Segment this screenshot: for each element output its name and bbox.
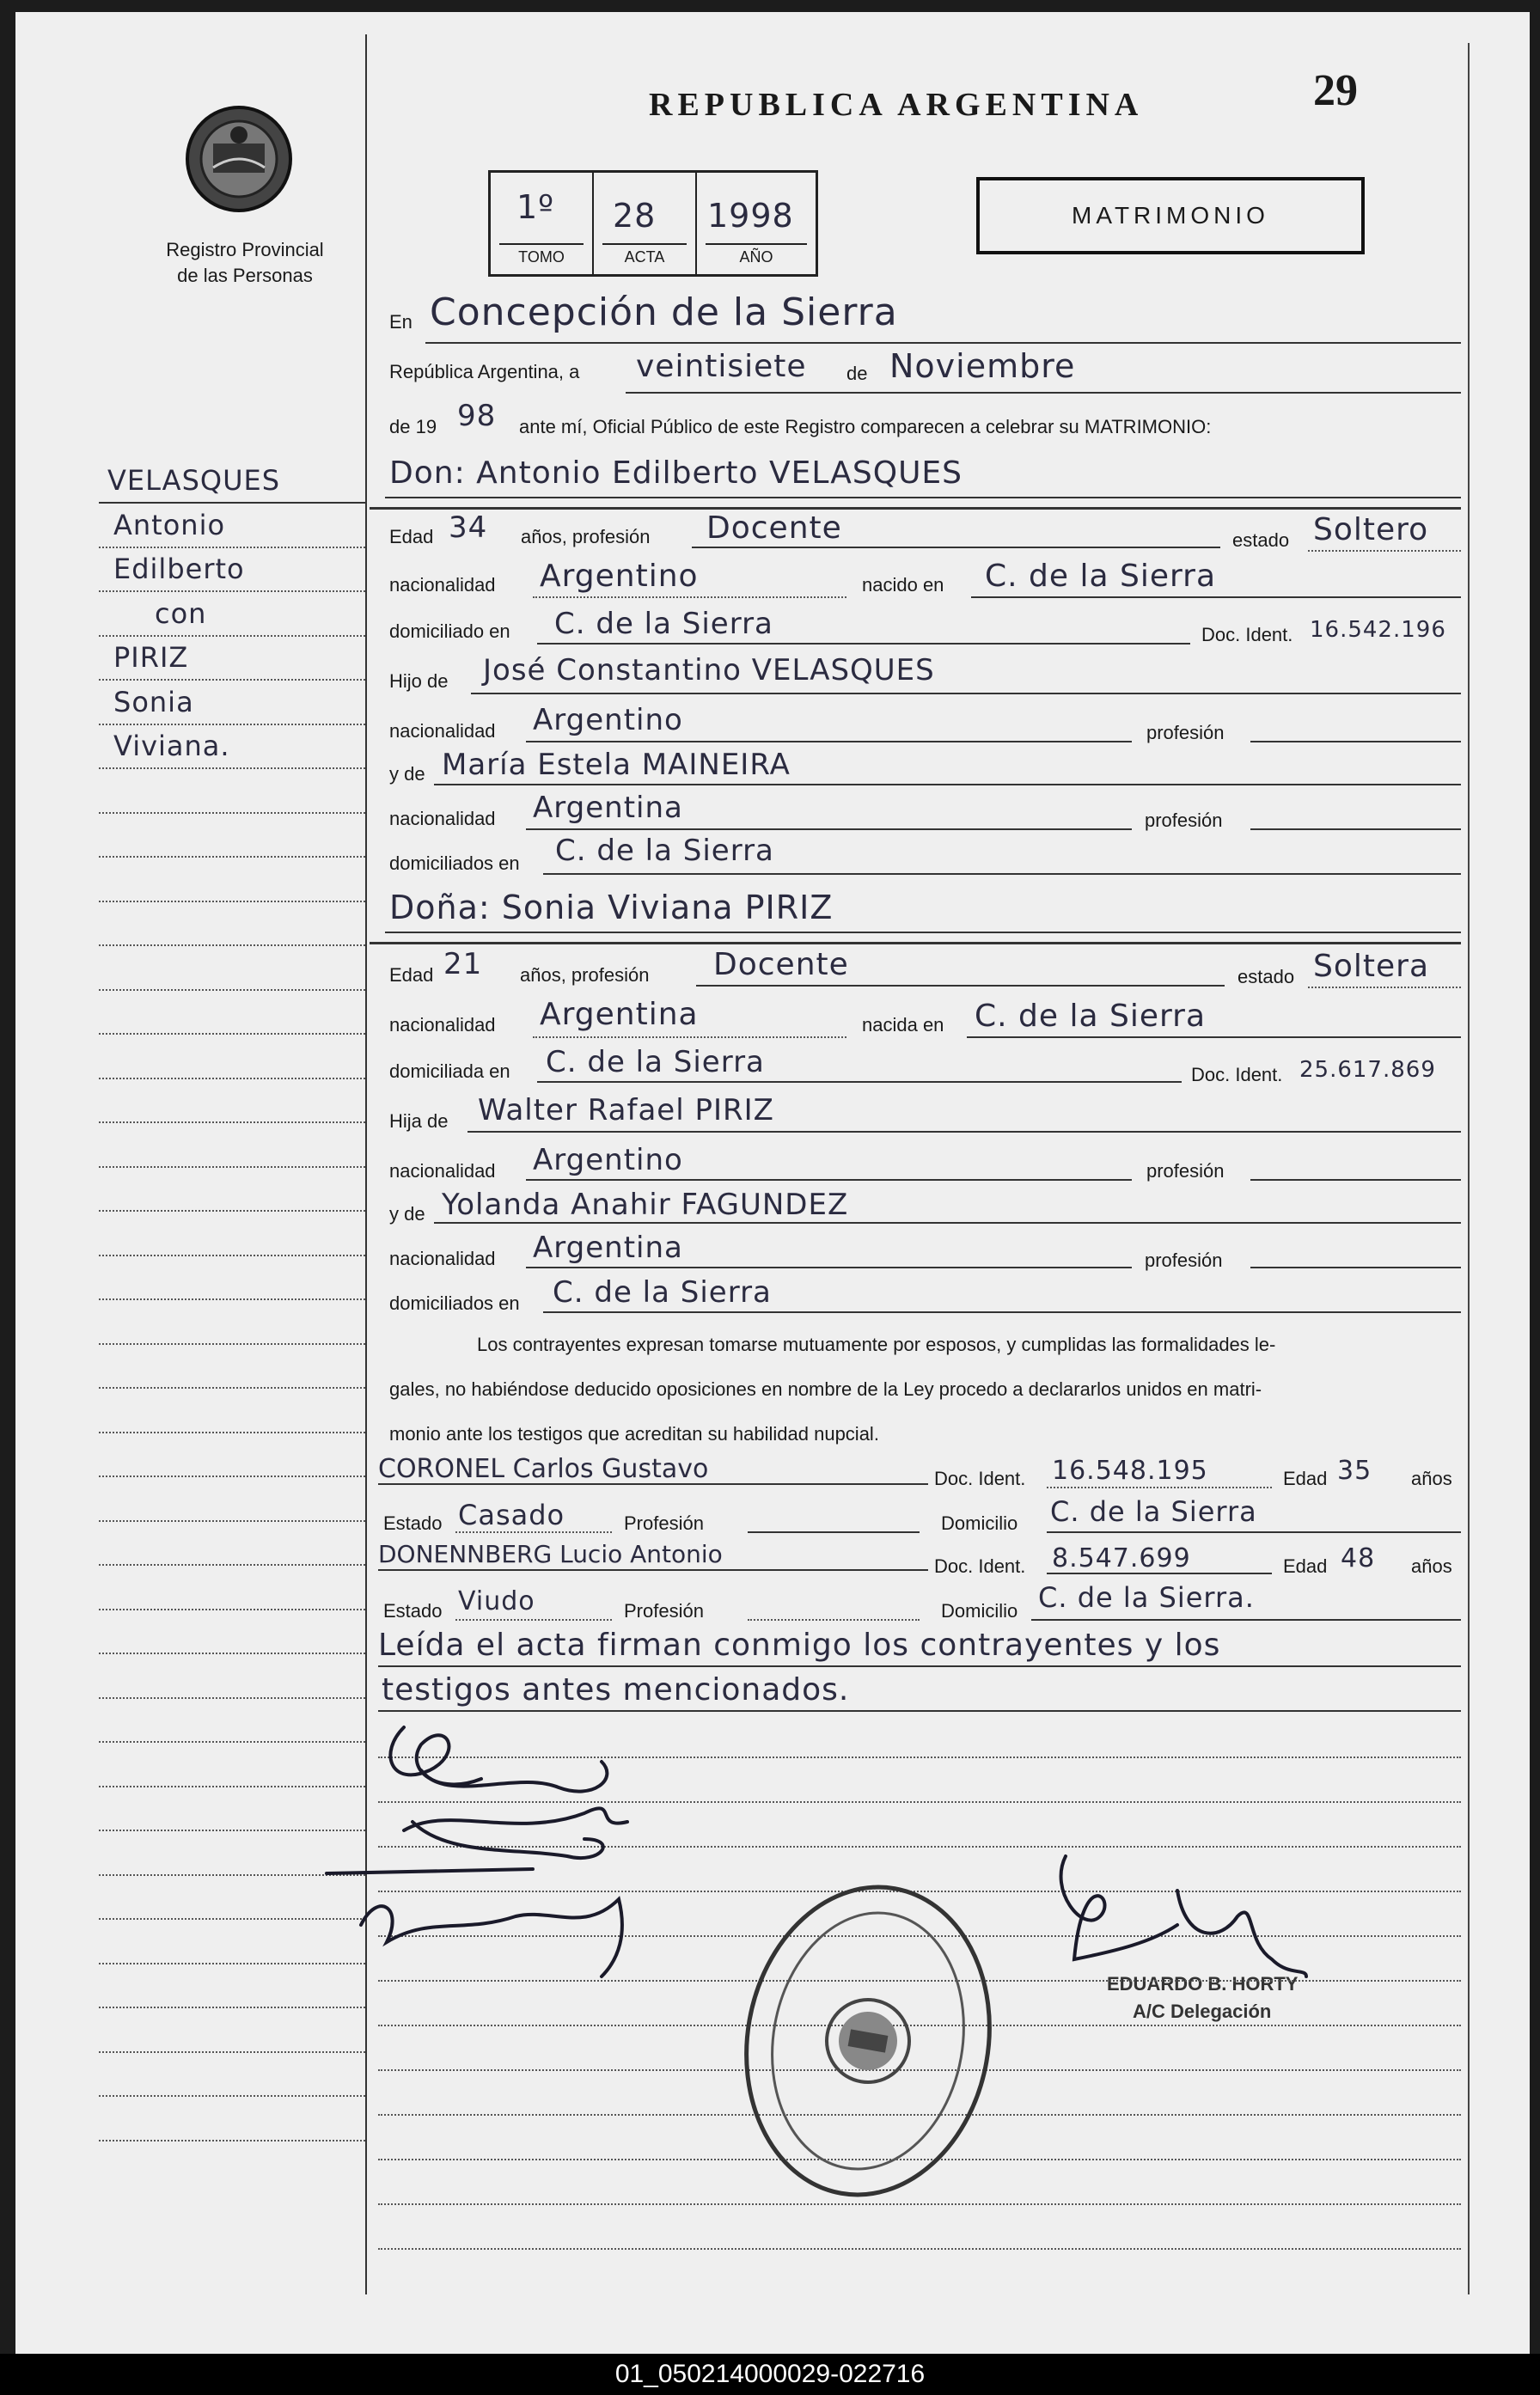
witness2-dom-label: Domicilio: [941, 1600, 1018, 1622]
margin-note-line: Viviana.: [113, 730, 230, 762]
groom-estado: Soltero: [1313, 512, 1429, 547]
contractor-signatures-icon: [327, 1727, 627, 1976]
groom-age-label: Edad: [389, 526, 434, 547]
groom-born-label: nacido en: [862, 574, 944, 596]
margin-note-line: Edilberto: [113, 553, 245, 585]
groom-prof-label: años, profesión: [521, 526, 651, 547]
witness1-estado: Casado: [458, 1499, 565, 1531]
bride-mother-nac-label: nacionalidad: [389, 1248, 496, 1269]
year-value: 1998: [707, 197, 794, 235]
month-value: Noviembre: [889, 347, 1076, 385]
closing-line2: testigos antes mencionados.: [382, 1672, 850, 1708]
official-role: A/C Delegación: [1133, 2001, 1272, 2022]
witness1-doc: 16.548.195: [1052, 1456, 1208, 1486]
bride-estado: Soltera: [1313, 949, 1430, 984]
witness2-domicile: C. de la Sierra.: [1038, 1581, 1255, 1614]
bride-mother-label: y de: [389, 1203, 425, 1225]
groom-domicile: C. de la Sierra: [554, 607, 773, 641]
tomo-value: 1º: [516, 188, 555, 226]
witness1-name: CORONEL Carlos Gustavo: [378, 1454, 709, 1484]
bride-mother: Yolanda Anahir FAGUNDEZ: [442, 1188, 849, 1222]
witness1-years-label: años: [1411, 1468, 1452, 1489]
bride-born-label: nacida en: [862, 1014, 944, 1036]
declaration-line3: monio ante los testigos que acreditan su habilidad nupcial.: [389, 1423, 879, 1445]
margin-note-line: con: [155, 596, 207, 630]
groom-profession: Docente: [706, 510, 842, 546]
witness1-prof-label: Profesión: [624, 1512, 704, 1534]
tomo-label: TOMO: [518, 248, 565, 266]
margin-note-line: Antonio: [113, 508, 226, 541]
bride-doc-label: Doc. Ident.: [1191, 1064, 1283, 1085]
bride-age: 21: [443, 947, 483, 981]
en-label: En: [389, 311, 412, 333]
footer-image-id: 01_050214000029-022716: [0, 2354, 1540, 2395]
bride-age-label: Edad: [389, 964, 434, 986]
bride-father-nationality: Argentino: [533, 1143, 683, 1177]
declaration-line2: gales, no habiéndose deducido oposiciones en nombre de la Ley procedo a declararlos unidos en matri-: [389, 1378, 1262, 1400]
witness1-doc-label: Doc. Ident.: [934, 1468, 1026, 1489]
acta-value: 28: [613, 197, 657, 235]
groom-age: 34: [449, 510, 488, 545]
groom-mother-nationality: Argentina: [533, 791, 683, 825]
groom-dom-label: domiciliado en: [389, 620, 510, 642]
bride-mother-prof-label: profesión: [1145, 1249, 1223, 1271]
groom-doc-label: Doc. Ident.: [1201, 624, 1293, 645]
official-name: EDUARDO B. HORTY: [1107, 1973, 1299, 1995]
witness1-age: 35: [1337, 1456, 1372, 1486]
bride-title: Doña: Sonia Viviana PIRIZ: [389, 889, 834, 926]
bride-father-nac-label: nacionalidad: [389, 1160, 496, 1182]
act-type: MATRIMONIO: [1072, 202, 1269, 229]
official-stamp-icon: [723, 1867, 1013, 2214]
registry-name-line1: Registro Provincial: [166, 239, 324, 260]
groom-estado-label: estado: [1232, 529, 1290, 551]
margin-note-line: PIRIZ: [113, 641, 189, 674]
groom-father-nac-label: nacionalidad: [389, 720, 496, 742]
witness2-doc: 8.547.699: [1052, 1543, 1191, 1573]
bride-father-prof-label: profesión: [1146, 1160, 1225, 1182]
bride-domicile: C. de la Sierra: [546, 1045, 765, 1079]
document-title: REPUBLICA ARGENTINA: [649, 87, 1144, 123]
witness1-estado-label: Estado: [383, 1512, 443, 1534]
groom-nac-label: nacionalidad: [389, 574, 496, 596]
groom-mother: María Estela MAINEIRA: [442, 748, 791, 782]
closing-line1: Leída el acta firman conmigo los contrayentes y los: [378, 1628, 1221, 1663]
witness1-domicile: C. de la Sierra: [1050, 1495, 1257, 1528]
registry-name-line2: de las Personas: [177, 265, 313, 286]
de-label: de: [846, 363, 868, 384]
bride-prof-label: años, profesión: [520, 964, 650, 986]
bride-parents-dom-label: domiciliados en: [389, 1292, 520, 1314]
bride-mother-nationality: Argentina: [533, 1231, 683, 1265]
witness2-estado-label: Estado: [383, 1600, 443, 1622]
witness2-doc-label: Doc. Ident.: [934, 1555, 1026, 1577]
bride-estado-label: estado: [1238, 966, 1295, 987]
page-number: 29: [1313, 66, 1358, 115]
bride-father: Walter Rafael PIRIZ: [478, 1093, 774, 1127]
republic-label: República Argentina, a: [389, 361, 580, 382]
bride-parents-domicile: C. de la Sierra: [553, 1275, 772, 1310]
witness2-estado: Viudo: [458, 1586, 535, 1616]
witness2-age: 48: [1341, 1543, 1376, 1573]
witness2-age-label: Edad: [1283, 1555, 1328, 1577]
bride-born: C. de la Sierra: [975, 999, 1207, 1034]
groom-parent-label: Hijo de: [389, 670, 449, 692]
groom-parents-dom-label: domiciliados en: [389, 852, 520, 874]
margin-note-line: Sonia: [113, 685, 194, 718]
acta-label: ACTA: [624, 248, 665, 266]
bride-parent-label: Hija de: [389, 1110, 449, 1132]
bride-nationality: Argentina: [540, 997, 699, 1032]
witness1-age-label: Edad: [1283, 1468, 1328, 1489]
groom-father-nationality: Argentino: [533, 703, 683, 737]
place-value: Concepción de la Sierra: [430, 290, 898, 334]
groom-father-prof-label: profesión: [1146, 722, 1225, 743]
groom-doc: 16.542.196: [1310, 617, 1446, 643]
groom-nationality: Argentino: [540, 559, 699, 594]
groom-mother-prof-label: profesión: [1145, 810, 1223, 831]
bride-profession: Docente: [713, 947, 849, 982]
day-value: veintisiete: [636, 349, 807, 384]
year-label: AÑO: [739, 248, 773, 266]
witness2-years-label: años: [1411, 1555, 1452, 1577]
groom-mother-label: y de: [389, 763, 425, 785]
witness2-name: DONENNBERG Lucio Antonio: [378, 1540, 723, 1568]
witness2-prof-label: Profesión: [624, 1600, 704, 1622]
year-suffix: 98: [457, 399, 497, 433]
groom-father: José Constantino VELASQUES: [483, 653, 935, 687]
groom-mother-nac-label: nacionalidad: [389, 808, 496, 829]
intro-text: ante mí, Oficial Público de este Registro comparecen a celebrar su MATRIMONIO:: [519, 416, 1212, 437]
groom-born: C. de la Sierra: [985, 559, 1217, 594]
margin-note-line: VELASQUES: [107, 464, 281, 497]
official-signature-icon: [1061, 1856, 1306, 1976]
bride-dom-label: domiciliada en: [389, 1060, 510, 1082]
year-label-19: de 19: [389, 416, 437, 437]
declaration-line1: Los contrayentes expresan tomarse mutuamente por esposos, y cumplidas las formalidades le-: [477, 1334, 1276, 1355]
bride-doc: 25.617.869: [1299, 1057, 1436, 1083]
witness1-dom-label: Domicilio: [941, 1512, 1018, 1534]
bride-nac-label: nacionalidad: [389, 1014, 496, 1036]
groom-title: Don: Antonio Edilberto VELASQUES: [389, 455, 963, 491]
groom-parents-domicile: C. de la Sierra: [555, 834, 774, 868]
